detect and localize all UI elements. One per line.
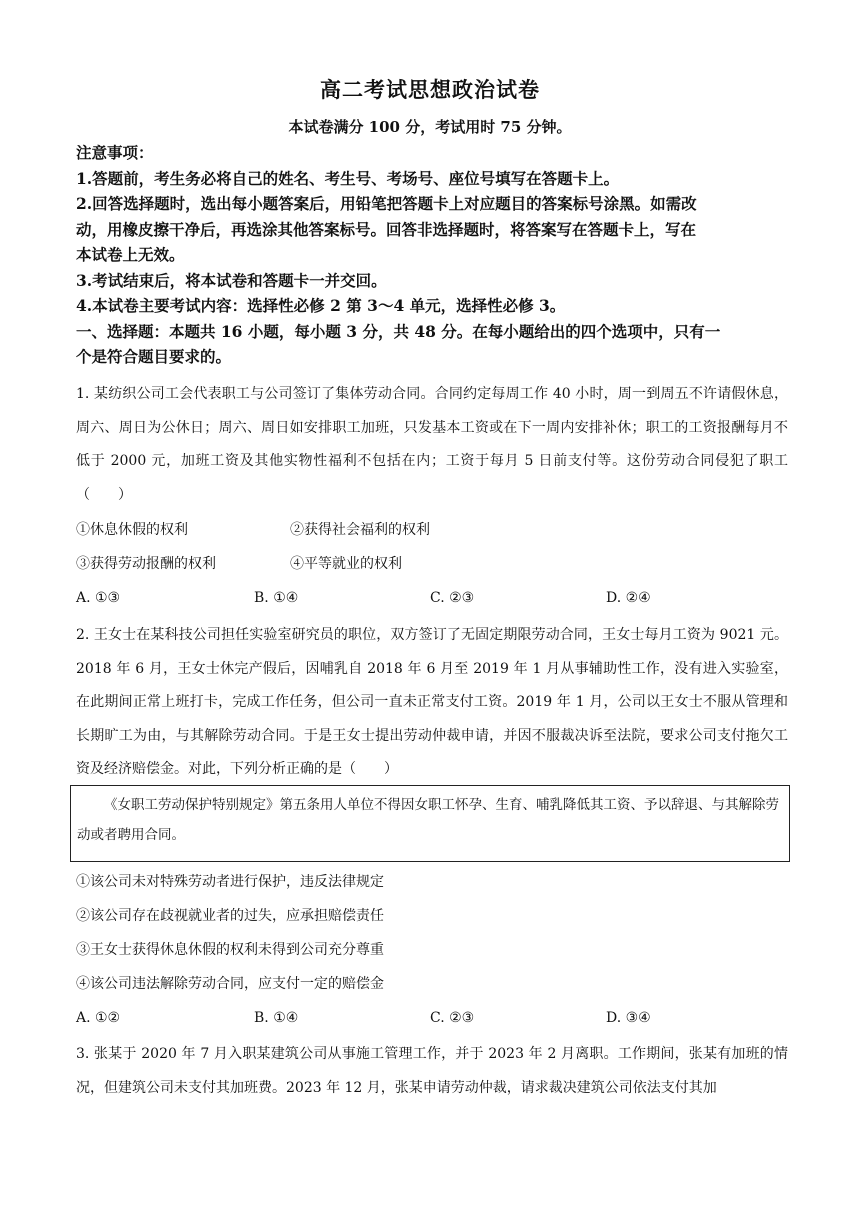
question-1-statement-1: ①休息休假的权利 bbox=[76, 522, 188, 538]
exam-notes bbox=[76, 140, 788, 370]
question-1-statement-2: ②获得社会福利的权利 bbox=[290, 522, 430, 538]
exam-title: 高二考试思想政治试卷 bbox=[320, 77, 540, 102]
question-2-statement-2: ②该公司存在歧视就业者的过失，应承担赔偿责任 bbox=[76, 908, 384, 924]
question-2-choice-d: D. ③④ bbox=[606, 1010, 651, 1026]
section-1-heading-line-2: 个是符合题目要求的。 bbox=[76, 347, 232, 366]
note-2-line-2: 动，用橡皮擦干净后，再选涂其他答案标号。回答非选择题时，将答案写在答题卡上，写在 bbox=[76, 219, 697, 239]
question-1-stem: 1. 某纺织公司工会代表职工与公司签订了集体劳动合同。合同约定每周工作 40 小时，周一到周五不许请假休息，周六、周日为公休日；周六、周日如安排职工加班，只发基本工资或在下一周内安排补休；职工的工资报酬每月不低于 2000 元，加班工资及其他实物性福利不包括在内；工资于每月 5 日前支付等。这份劳动合同侵犯了职工（ ） bbox=[76, 386, 788, 503]
notes-header: 注意事项： bbox=[76, 143, 154, 162]
question-1-choice-b: B. ①④ bbox=[254, 590, 299, 606]
question-1-choice-d: D. ②④ bbox=[606, 590, 651, 606]
question-2-stem: 2. 王女士在某科技公司担任实验室研究员的职位，双方签订了无固定期限劳动合同，王女士每月工资为 9021 元。2018 年 6 月，王女士休完产假后，因哺乳自 2018 年 6 月至 2019 年 1 月从事辅助性工作，没有进入实验室，在此期间正常上班打卡，完成工作任务，但公司一直未正常支付工资。2019 年 1 月，公司以王女士不服从管理和长期旷工为由，与其解除劳动合同。于是王女士提出劳动仲裁申请，并因不服裁决诉至法院，要求公司支付拖欠工资及经济赔偿金。对此，下列分析正确的是（ ） bbox=[76, 627, 788, 778]
question-2-choice-b: B. ①④ bbox=[254, 1010, 299, 1026]
question-1-statement-3: ③获得劳动报酬的权利 bbox=[76, 556, 216, 572]
question-1-statement-4: ④平等就业的权利 bbox=[290, 556, 402, 572]
question-1-choice-c: C. ②③ bbox=[430, 590, 475, 606]
question-3-stem: 3. 张某于 2020 年 7 月入职某建筑公司从事施工管理工作，并于 2023 年 2 月离职。工作期间，张某有加班的情况，但建筑公司未支付其加班费。2023 年 12 月，张某申请劳动仲裁，请求裁决建筑公司依法支付其加 bbox=[76, 1046, 788, 1096]
note-2-line-3: 本试卷上无效。 bbox=[76, 245, 185, 264]
question-2-choice-a: A. ①② bbox=[76, 1010, 121, 1026]
question-2-material-text: 《女职工劳动保护特别规定》第五条用人单位不得因女职工怀孕、生育、哺乳降低其工资、予以辞退、与其解除劳动或者聘用合同。 bbox=[77, 797, 779, 843]
question-2-statement-1: ①该公司未对特殊劳动者进行保护，违反法律规定 bbox=[76, 874, 384, 890]
note-1: 1.答题前，考生务必将自己的姓名、考生号、考场号、座位号填写在答题卡上。 bbox=[76, 168, 620, 188]
question-2-statement-3: ③王女士获得休息休假的权利未得到公司充分尊重 bbox=[76, 942, 384, 958]
note-2-line-1: 2.回答选择题时，选出每小题答案后，用铅笔把答题卡上对应题目的答案标号涂黑。如需改 bbox=[76, 194, 697, 213]
question-1-choice-a: A. ①③ bbox=[76, 590, 121, 606]
exam-subtitle: 本试卷满分 100 分，考试用时 75 分钟。 bbox=[288, 118, 572, 136]
question-2-statement-4: ④该公司违法解除劳动合同，应支付一定的赔偿金 bbox=[76, 976, 384, 992]
section-1-heading-line-1: 一、选择题：本题共 16 小题，每小题 3 分，共 48 分。在每小题给出的四个选项中，只有一 bbox=[76, 321, 721, 341]
question-2-material-box bbox=[70, 785, 790, 862]
question-2-choice-c: C. ②③ bbox=[430, 1010, 475, 1026]
note-4: 4.本试卷主要考试内容：选择性必修 2 第 3～4 单元，选择性必修 3。 bbox=[76, 296, 566, 315]
note-3: 3.考试结束后，将本试卷和答题卡一并交回。 bbox=[76, 270, 387, 290]
